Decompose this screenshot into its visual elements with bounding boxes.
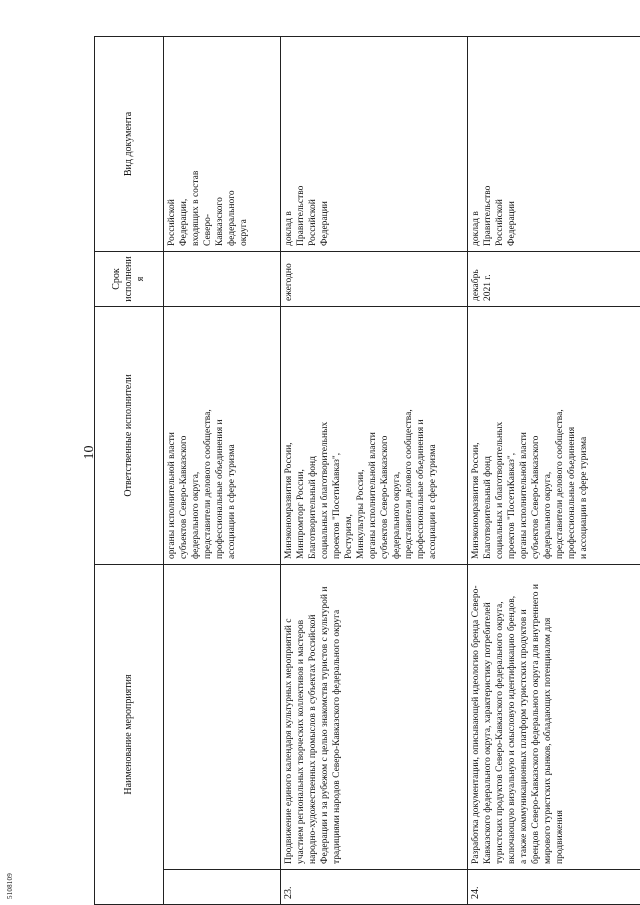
text-line: федерального округа,	[543, 471, 553, 559]
text-line: ассоциации в сфере туризма	[227, 444, 237, 559]
text-line: Минэкономразвития России,	[471, 442, 481, 559]
text-line: Минэкономразвития России,	[284, 442, 294, 559]
text-line: Российской	[167, 199, 177, 246]
text-line: Северо-	[203, 214, 213, 246]
page-number: 10	[82, 445, 97, 460]
term-lines	[283, 257, 295, 301]
text-line: Кавказского федерального округа, характеристику потребителей	[483, 602, 493, 864]
text-line: традициями народов Северо-Кавказского федерального округа	[332, 609, 342, 864]
text-line: Благотворительный фонд	[308, 456, 318, 559]
text-line: мирового туристских рынков, обладающих потенциалом для	[543, 617, 553, 864]
text-line: участием региональных творческих коллективов и мастеров	[296, 619, 306, 864]
cell-responsible	[164, 306, 281, 564]
responsible-lines	[283, 312, 439, 559]
text-line: Кавказского	[215, 197, 225, 246]
text-line: федерального	[227, 190, 237, 246]
text-line: Благотворительный фонд	[483, 456, 493, 559]
text-line: и ассоциации в сфере туризма	[579, 436, 589, 559]
text-line: субъектов Северо-Кавказского	[380, 435, 390, 559]
text-line: Федерации	[507, 201, 517, 246]
table-row-continuation	[164, 36, 281, 904]
text-line: органы исполнительной власти	[167, 432, 177, 559]
text-line: округа	[239, 219, 249, 246]
cell-document	[281, 36, 468, 251]
text-line: Правительство	[483, 185, 493, 246]
text-line: Ростуризм,	[344, 514, 354, 559]
text-line: проектов "ПосетиКавказ",	[332, 452, 342, 559]
text-line: субъектов Северо-Кавказского	[179, 435, 189, 559]
text-line: Федерации	[320, 201, 330, 246]
text-line: профессиональные объединения и	[215, 419, 225, 559]
responsible-lines	[470, 312, 590, 559]
text-line: доклад в	[284, 211, 294, 246]
text-line: профессиональные объединения	[567, 426, 577, 559]
name-lines	[470, 570, 566, 864]
text-line: представители делового сообщества,	[555, 409, 565, 559]
cell-term	[468, 251, 640, 306]
table-header-row	[95, 36, 164, 904]
header-document: Вид документа	[95, 36, 164, 251]
text-line: ассоциации в сфере туризма	[428, 444, 438, 559]
text-line: проектов "ПосетиКавказ",	[507, 452, 517, 559]
text-line: а также коммуникационных платформ туристских продуктов и	[519, 609, 529, 864]
cell-document	[164, 36, 281, 251]
name-lines	[283, 570, 343, 864]
responsible-lines	[166, 312, 238, 559]
text-line: представители делового сообщества,	[203, 409, 213, 559]
text-line: органы исполнительной власти	[368, 432, 378, 559]
document-lines	[283, 42, 331, 246]
row-number: 24.	[468, 870, 640, 905]
cell-name	[281, 564, 468, 869]
text-line: органы исполнительной власти	[519, 432, 529, 559]
cell-term	[281, 251, 468, 306]
text-line: Минкультуры России,	[356, 469, 366, 559]
text-line: федерального округа,	[392, 471, 402, 559]
cell-name	[164, 564, 281, 869]
text-line: туристских продуктов Северо-Кавказского федерального округа,	[495, 601, 505, 864]
text-line: продвижения	[555, 810, 565, 864]
text-line: ежегодно	[284, 263, 294, 301]
text-line: 2021 г.	[483, 274, 493, 301]
text-line: социальных и благотворительных	[320, 421, 330, 559]
text-line: декабрь	[471, 269, 481, 301]
text-line: субъектов Северо-Кавказского	[531, 435, 541, 559]
cell-name	[468, 564, 640, 869]
table-row	[468, 36, 640, 904]
cell-responsible	[468, 306, 640, 564]
text-line: доклад в	[471, 211, 481, 246]
text-line: представители делового сообщества,	[404, 409, 414, 559]
text-line: Разработка документации, описывающей идеологию бренда Северо-	[471, 585, 481, 864]
term-lines	[470, 257, 494, 301]
cell-responsible	[281, 306, 468, 564]
row-number: 23.	[281, 870, 468, 905]
text-line: Российской	[308, 199, 318, 246]
document-code: 5108109	[6, 873, 14, 899]
header-term: Срок исполнения	[95, 251, 164, 306]
text-line: Российской	[495, 199, 505, 246]
cell-num	[164, 870, 281, 905]
text-line: Продвижение единого календаря культурных мероприятий с	[284, 618, 294, 864]
header-responsible: Ответственные исполнители	[95, 306, 164, 564]
table-row	[281, 36, 468, 904]
text-line: профессиональные объединения и	[416, 419, 426, 559]
text-line: Минпромторг России,	[296, 469, 306, 559]
cell-document	[468, 36, 640, 251]
cell-term	[164, 251, 281, 306]
text-line: народно-художественных промыслов в субъектах Российской	[308, 614, 318, 864]
measures-table	[94, 36, 640, 905]
text-line: брендов Северо-Кавказского федерального округа для внутреннего и	[531, 584, 541, 864]
text-line: федерального округа,	[191, 471, 201, 559]
document-lines	[166, 42, 250, 246]
header-name: Наименование мероприятия	[95, 564, 164, 904]
text-line: Федерации и за рубежом с целью знакомства туристов с культурой и	[320, 586, 330, 864]
text-line: включающую визуальную и смысловую идентификацию брендов,	[507, 595, 517, 864]
text-line: Правительство	[296, 185, 306, 246]
text-line: входящих в состав	[191, 170, 201, 246]
text-line: социальных и благотворительных	[495, 421, 505, 559]
document-lines	[470, 42, 518, 246]
text-line: Федерации,	[179, 198, 189, 246]
